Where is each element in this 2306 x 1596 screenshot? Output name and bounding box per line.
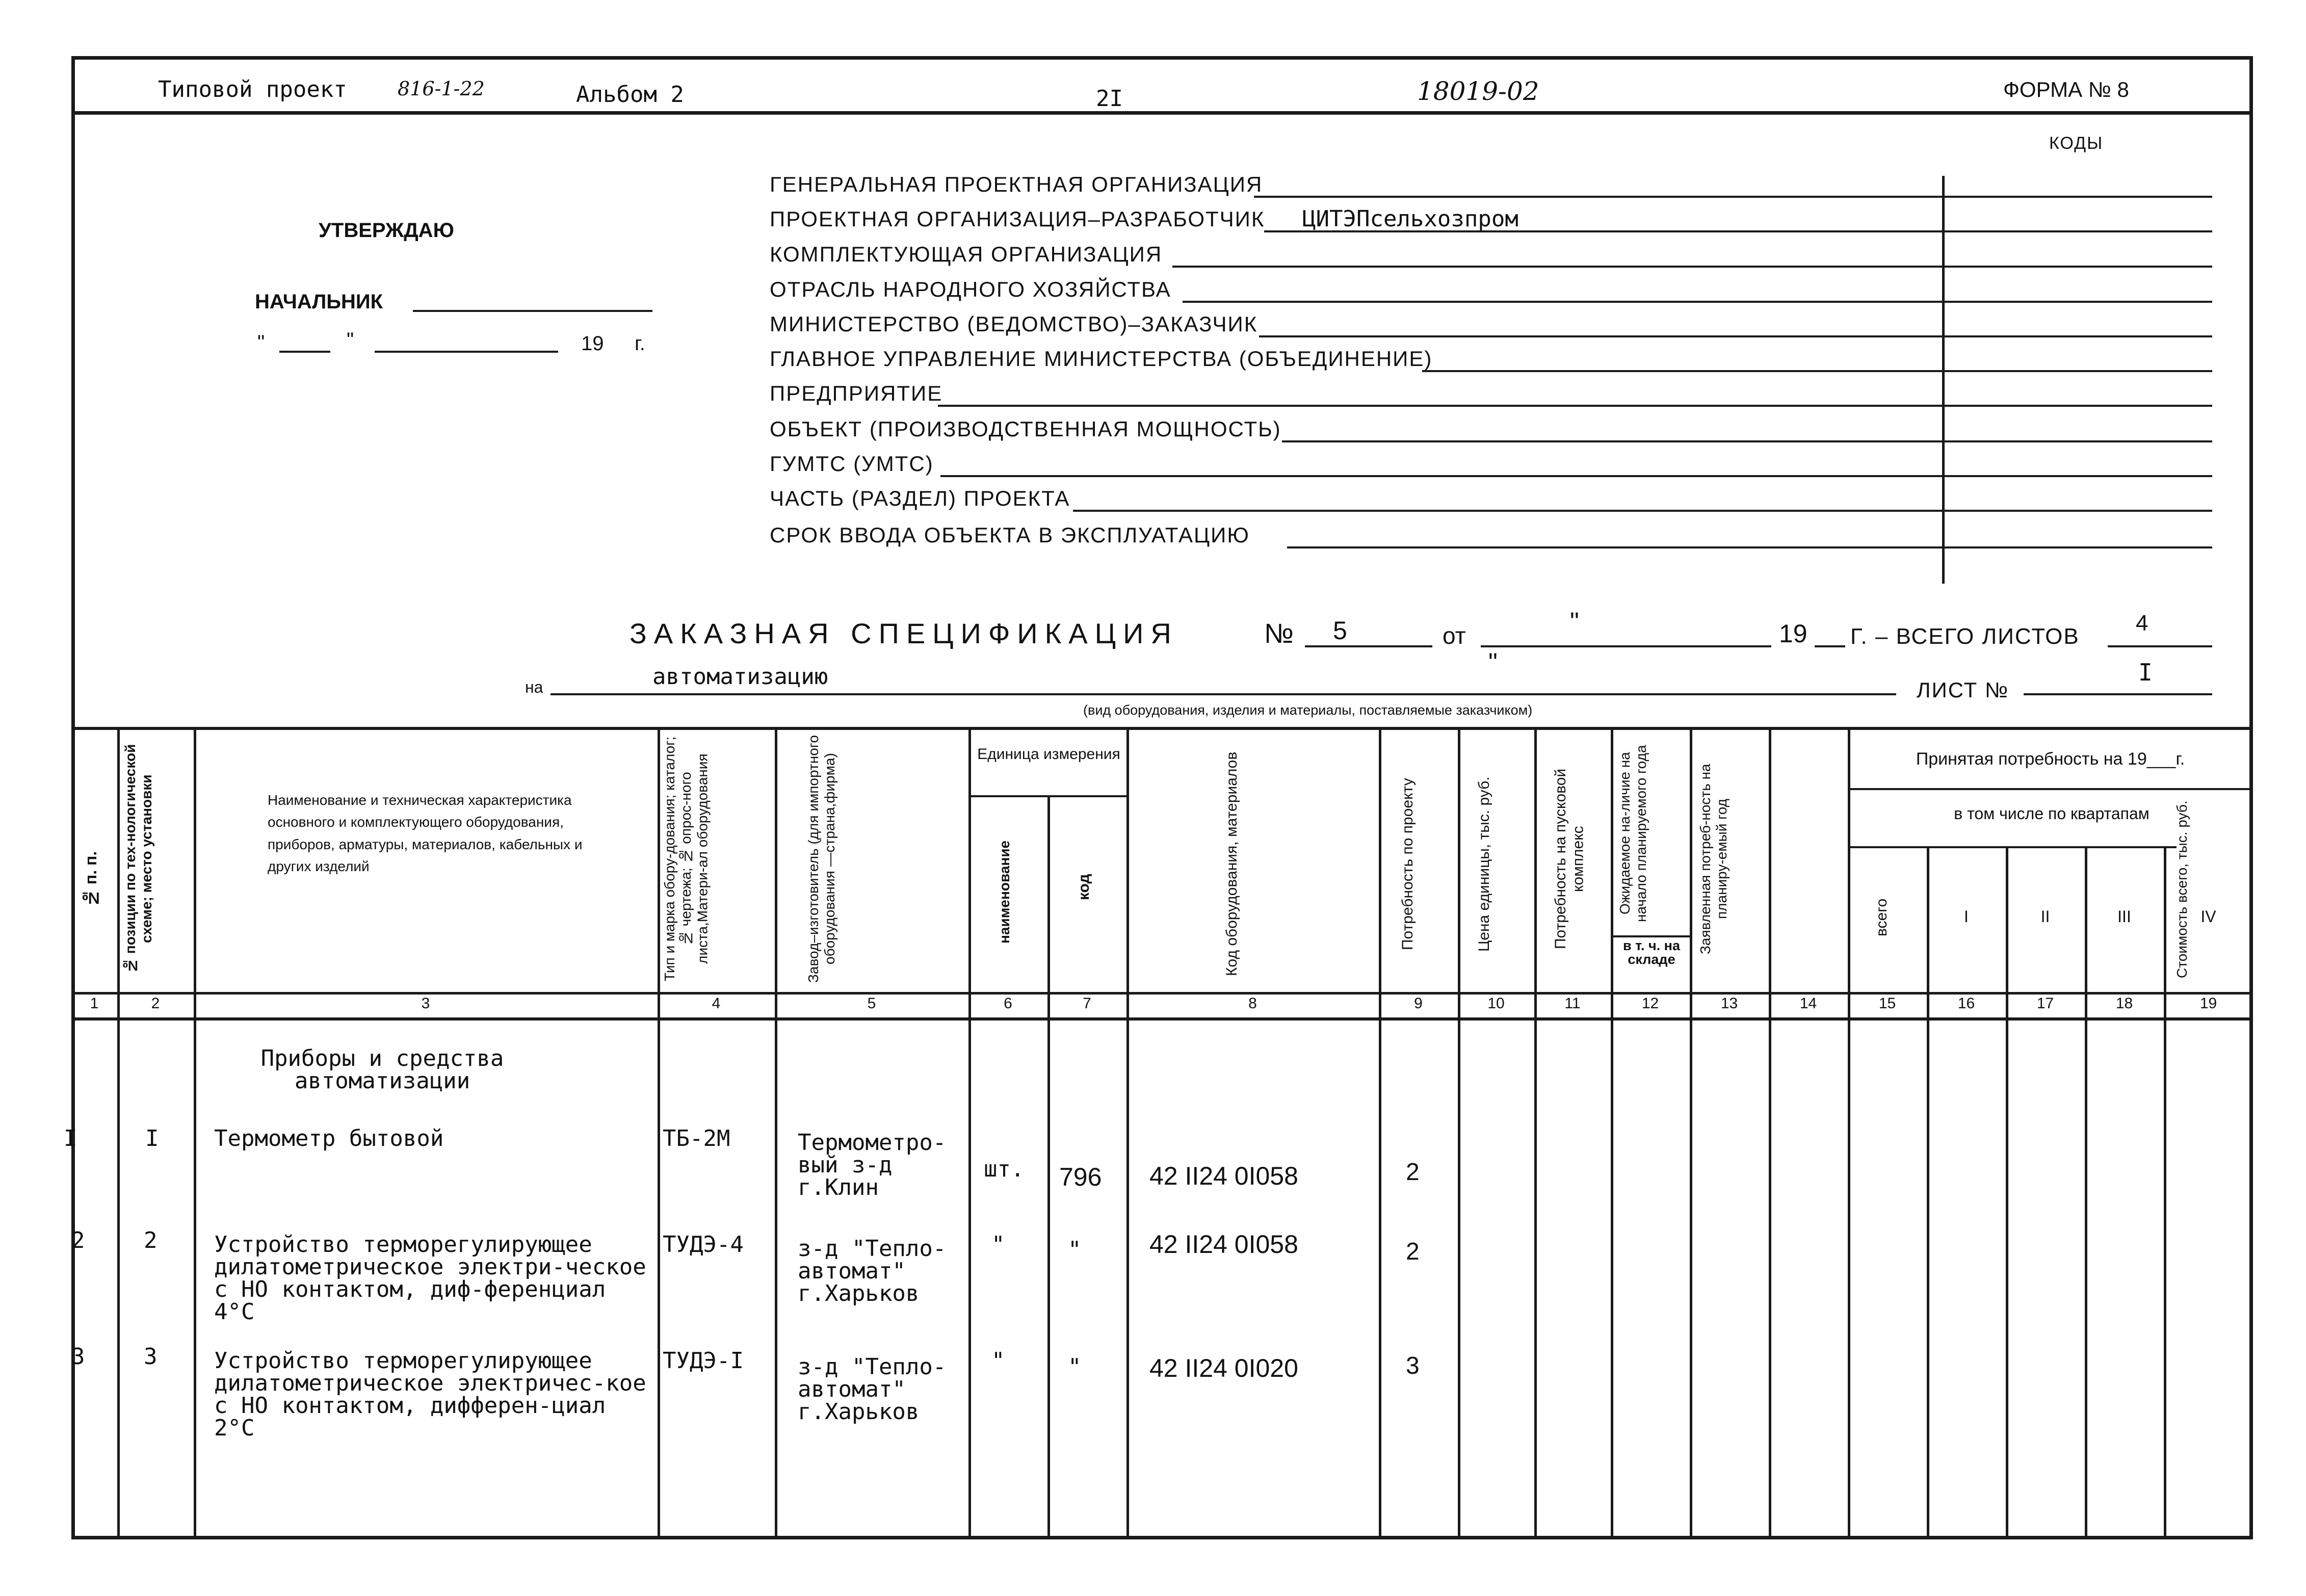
- field-developer-value: ЦИТЭПсельхозпром: [1302, 206, 1518, 232]
- row-position: 2: [144, 1227, 158, 1253]
- col-divider: [2164, 846, 2166, 1539]
- spec-date-line: [1481, 645, 1771, 647]
- spec-quote-open: ": [1570, 607, 1579, 636]
- col-divider: [1534, 727, 1537, 1539]
- approve-title: УТВЕРЖДАЮ: [319, 219, 454, 242]
- field-main-directorate: ГЛАВНОЕ УПРАВЛЕНИЕ МИНИСТЕРСТВА (ОБЪЕДИНЕНИЕ): [770, 347, 1433, 371]
- col-divider: [775, 727, 777, 1539]
- header-divider: [71, 111, 2253, 115]
- field-industry: ОТРАСЛЬ НАРОДНОГО ХОЗЯЙСТВА: [770, 277, 1171, 301]
- date-quote-close: ": [347, 329, 354, 351]
- field-line: [1073, 510, 2212, 512]
- col-divider: [1848, 727, 1850, 1539]
- col-header-11: Потребность на пусковой комплекс: [1552, 768, 1587, 950]
- col-divider: [2006, 846, 2008, 1539]
- row-name: Термометр бытовой: [214, 1126, 444, 1152]
- row-code: 42 II24 0I058: [1149, 1162, 1298, 1190]
- col-divider: [1690, 727, 1692, 1539]
- row-maker: з-д "Тепло-автомат" г.Харьков: [798, 1354, 947, 1425]
- album-label: Альбом 2: [576, 82, 684, 108]
- spec-title: ЗАКАЗНАЯ СПЕЦИФИКАЦИЯ: [630, 617, 1178, 649]
- spec-na-line: [551, 693, 1896, 695]
- field-line: [1422, 370, 2212, 372]
- spec-total-label: Г. – ВСЕГО ЛИСТОВ: [1850, 624, 2080, 649]
- col-number: 15: [1878, 995, 1896, 1012]
- col-header-19: Стоимость всего, тыс. руб.: [2174, 800, 2190, 979]
- col-header-16: II: [2040, 907, 2050, 926]
- col-header-1: № п. п.: [82, 851, 100, 908]
- col-number: 3: [421, 995, 430, 1012]
- quarters-header: в том числе по квартапам: [1954, 804, 2150, 823]
- col-header-4: Тип и марка обору-дования; каталог; № чертежа; № опрос-ного листа,Матери-ал оборудования: [662, 736, 711, 982]
- row-qty: 3: [1406, 1352, 1420, 1379]
- field-object: ОБЪЕКТ (ПРОИЗВОДСТВЕННАЯ МОЩНОСТЬ): [770, 417, 1281, 441]
- stock-divider: [1613, 935, 1690, 937]
- col-number: 17: [2036, 995, 2054, 1012]
- spec-no-value: 5: [1333, 616, 1347, 645]
- field-line: [1287, 546, 2212, 548]
- row-unit-code: 796: [1059, 1163, 1102, 1191]
- row-type: ТУДЭ-I: [663, 1348, 744, 1374]
- row-type: ТБ-2М: [663, 1126, 730, 1152]
- sheet-line: [2024, 693, 2212, 695]
- col-divider: [2085, 846, 2087, 1539]
- col-number: 6: [1004, 995, 1012, 1012]
- form-number: ФОРМА № 8: [2003, 77, 2129, 101]
- col-divider: [968, 727, 971, 1539]
- col-divider: [1047, 795, 1050, 1539]
- col-header-2: № позиции по тех-нологической схеме; место установки: [122, 744, 155, 974]
- col-number: 11: [1564, 995, 1581, 1012]
- col-divider: [1126, 727, 1129, 1539]
- col-header-5: Завод–изготовитель (для импортного оборудования —страна,фирма): [805, 735, 838, 983]
- col-divider: [117, 727, 120, 1539]
- col-header-15: I: [1964, 907, 1969, 926]
- row-type: ТУДЭ-4: [663, 1232, 744, 1258]
- row-code: 42 II24 0I020: [1149, 1354, 1298, 1382]
- spec-na-label: на: [525, 678, 543, 696]
- field-supplier-org: КОМПЛЕКТУЮЩАЯ ОРГАНИЗАЦИЯ: [770, 242, 1163, 266]
- row-maker: з-д "Тепло-автомат" г.Харьков: [798, 1236, 947, 1306]
- field-line: [1172, 266, 2212, 268]
- col-number: 5: [867, 995, 876, 1012]
- field-line: [1264, 230, 2212, 232]
- row-code: 42 II24 0I058: [1149, 1230, 1298, 1259]
- row-number: I: [64, 1126, 77, 1152]
- spec-from-label: от: [1443, 622, 1466, 649]
- col-number: 16: [1957, 995, 1975, 1012]
- field-commissioning-date: СРОК ВВОДА ОБЪЕКТА В ЭКСПЛУАТАЦИЮ: [770, 523, 1250, 547]
- approve-year-suffix: г.: [635, 332, 645, 355]
- col-header-12b: в т. ч. на складе: [1623, 938, 1680, 967]
- sheet-label: ЛИСТ №: [1917, 678, 2009, 702]
- row-qty: 2: [1406, 1159, 1420, 1186]
- field-line: [1282, 440, 2212, 442]
- date-month-line: [375, 351, 558, 353]
- codes-divider: [1942, 176, 1945, 584]
- row-number: 3: [71, 1344, 85, 1370]
- col-divider: [194, 727, 196, 1539]
- header-bottom-border: [71, 992, 2253, 995]
- field-line: [1183, 301, 2212, 303]
- col-number: 9: [1414, 995, 1423, 1012]
- col-number: 10: [1487, 995, 1505, 1012]
- spec-year-line: [1815, 645, 1845, 647]
- row-unit: ": [991, 1232, 1005, 1258]
- row-name: Устройство терморегулирующее дилатометрическое электри-ческое с НО контактом, диф-ференциал 4°С: [214, 1232, 646, 1325]
- unit-group-divider: [971, 795, 1129, 797]
- field-project-part: ЧАСТЬ (РАЗДЕЛ) ПРОЕКТА: [770, 486, 1070, 510]
- col-divider: [1611, 727, 1613, 1539]
- field-line: [940, 475, 2212, 477]
- col-number: 12: [1641, 995, 1659, 1012]
- accepted-header: Принятая потребность на 19___г.: [1916, 749, 2185, 769]
- sheet-value: I: [2138, 659, 2153, 686]
- field-line: [1254, 196, 2212, 198]
- col-number: 8: [1248, 995, 1257, 1012]
- project-number: 816-1-22: [398, 77, 485, 100]
- col-number: 13: [1720, 995, 1738, 1012]
- field-line: [1259, 335, 2212, 337]
- col-header-8: Код оборудования, материалов: [1223, 751, 1240, 977]
- chief-signature-line: [413, 310, 652, 312]
- spec-total-line: [2108, 645, 2212, 647]
- col-number-bottom-border: [71, 1017, 2253, 1021]
- row-unit-code: ": [1068, 1237, 1082, 1263]
- col-divider: [1379, 727, 1381, 1539]
- spec-year: 19: [1779, 619, 1807, 648]
- row-position: 3: [144, 1344, 158, 1370]
- field-developer-org: ПРОЕКТНАЯ ОРГАНИЗАЦИЯ–РАЗРАБОТЧИК: [770, 207, 1265, 231]
- unit-group-header: Единица измерения: [977, 746, 1120, 763]
- col-divider: [658, 727, 660, 1539]
- document-number: 18019-02: [1417, 76, 1539, 106]
- spec-total-sheets: 4: [2136, 611, 2148, 636]
- col-number: 18: [2115, 995, 2133, 1012]
- row-number: 2: [71, 1227, 85, 1253]
- codes-label: КОДЫ: [2049, 134, 2104, 153]
- approve-year: 19: [581, 332, 604, 355]
- row-name: Устройство терморегулирующее дилатометрическое электричес-кое с НО контактом, дифферен-циал 2°С: [214, 1348, 646, 1441]
- field-general-org: ГЕНЕРАЛЬНАЯ ПРОЕКТНАЯ ОРГАНИЗАЦИЯ: [770, 172, 1263, 196]
- col-header-13: Заявленная потреб-ность на планиру-емый год: [1697, 764, 1730, 954]
- col-header-7: код: [1076, 874, 1092, 900]
- col-header-3: Наименование и техническая характеристика основного и комплектующего оборудования, приборов, арматуры, материалов, кабельных и других изделий: [268, 792, 583, 875]
- quarters-divider: [1848, 846, 2177, 848]
- col-header-9: Потребность по проекту: [1399, 778, 1416, 950]
- spec-no-label: №: [1264, 618, 1294, 649]
- field-enterprise: ПРЕДПРИЯТИЕ: [770, 381, 943, 405]
- row-position: I: [145, 1126, 159, 1152]
- col-header-6: наименование: [997, 840, 1012, 944]
- date-day-line: [279, 351, 330, 353]
- row-maker: Термометро-вый з-д г.Клин: [798, 1130, 947, 1200]
- spec-note: (вид оборудования, изделия и материалы, поставляемые заказчиком): [1083, 702, 1533, 718]
- row-unit: шт.: [984, 1156, 1025, 1182]
- col-divider: [1769, 727, 1771, 1539]
- col-divider: [1458, 727, 1460, 1539]
- row-unit: ": [991, 1348, 1005, 1374]
- row-qty: 2: [1406, 1238, 1420, 1265]
- col-number: 19: [2199, 995, 2217, 1012]
- table-top-border: [71, 727, 2253, 730]
- page-number: 2I: [1096, 86, 1123, 112]
- col-number: 14: [1799, 995, 1817, 1012]
- accepted-divider: [1848, 788, 2253, 790]
- col-number: 7: [1083, 995, 1091, 1012]
- project-label: Типовой проект: [158, 76, 347, 102]
- field-ministry: МИНИСТЕРСТВО (ВЕДОМСТВО)–ЗАКАЗЧИК: [770, 312, 1258, 336]
- spec-quote-close: ": [1488, 648, 1498, 676]
- chief-label: НАЧАЛЬНИК: [255, 291, 383, 313]
- col-number: 2: [151, 995, 160, 1012]
- col-number: 1: [90, 995, 99, 1012]
- col-header-18: IV: [2200, 907, 2216, 926]
- col-header-14: всего: [1873, 898, 1890, 937]
- section-title: Приборы и средства автоматизации: [260, 1045, 504, 1094]
- spec-na-value: автоматизацию: [652, 664, 828, 690]
- row-unit-code: ": [1068, 1354, 1082, 1380]
- col-number: 4: [712, 995, 721, 1012]
- field-line: [938, 405, 2212, 407]
- col-divider: [1927, 846, 1929, 1539]
- col-header-17: III: [2117, 907, 2131, 926]
- field-gumts: ГУМТС (УМТС): [770, 452, 934, 476]
- col-header-10: Цена единицы, тыс. руб.: [1476, 776, 1492, 952]
- col-header-12: Ожидаемое на-личие на начало планируемого года: [1617, 745, 1649, 922]
- date-quote-open: ": [257, 331, 265, 354]
- spec-no-line: [1305, 645, 1432, 647]
